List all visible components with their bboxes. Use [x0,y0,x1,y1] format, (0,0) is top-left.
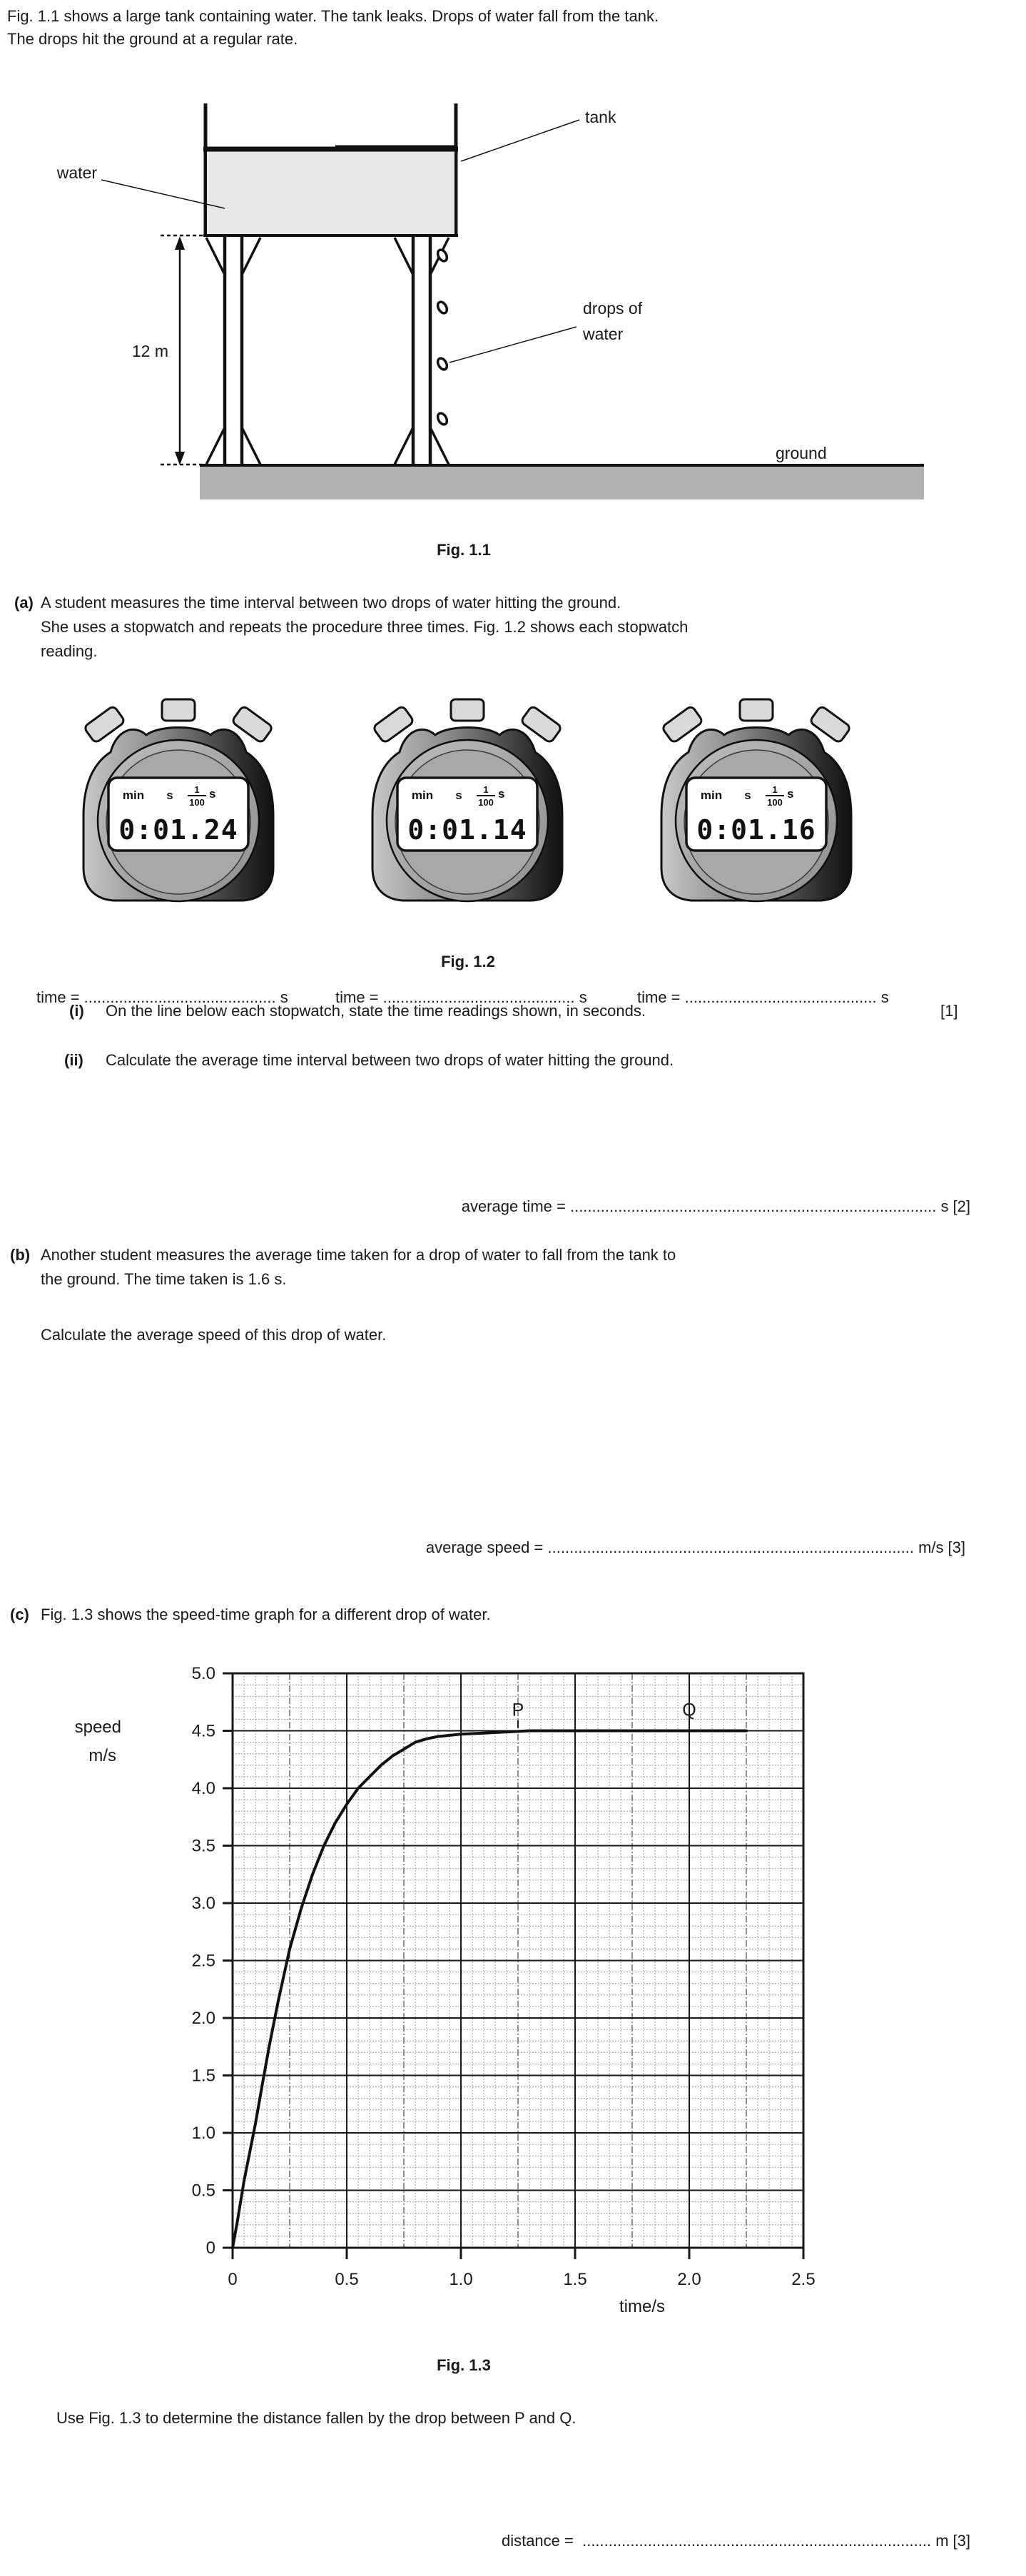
display-header-frac-s: s [498,787,505,801]
y-tick-label: 0 [205,2238,215,2258]
point-label-p: P [512,1700,524,1720]
display-header-frac-den: 100 [767,797,783,808]
part-b-line-3: Calculate the average speed of this drop of water. [41,1326,387,1344]
y-tick-label: 2.5 [191,1951,215,1971]
distance-answer-line [454,2532,970,2550]
part-a-line-2: She uses a stopwatch and repeats the procedure three times. Fig. 1.2 shows each stopwatch [41,618,689,636]
water-label: water [56,163,97,182]
fig-1-3-graph [14,1655,863,2333]
part-b-line-2: the ground. The time taken is 1.6 s. [41,1270,287,1288]
dim-arrow-head-bottom [175,452,185,465]
brace [430,427,449,465]
x-tick-label: 0 [228,2270,238,2289]
closing-use-text: Use Fig. 1.3 to determine the distance fallen by the drop between P and Q. [56,2409,577,2427]
brace [242,238,260,275]
time-unit: s [579,988,587,1006]
y-tick-label: 4.0 [191,1779,215,1798]
brace [395,238,413,275]
average-time-marks: [2] [953,1197,970,1215]
drops-label-line1: drops of [583,299,643,318]
part-a-i-marker: (i) [69,1002,84,1020]
tank-leader-line [461,120,579,161]
average-speed-label: average speed = [425,1538,544,1556]
display-header-min: min [700,788,723,802]
stopwatch-reading: 0:01.24 [118,814,238,846]
brace [206,238,225,275]
average-time-unit: s [940,1197,949,1215]
x-tick-label: 0.5 [335,2270,359,2289]
part-a-ii-text: Calculate the average time interval between two drops of water hitting the ground. [106,1051,674,1069]
part-a-ii-marker: (ii) [64,1051,83,1069]
part-a-marker: (a) [14,594,34,612]
y-tick-label: 5.0 [191,1664,215,1683]
intro-line-2: The drops hit the ground at a regular rate. [7,30,298,48]
y-tick-label: 0.5 [191,2181,215,2201]
time-answer-line-3 [637,988,889,1007]
display-header-s: s [744,788,751,802]
ground-label: ground [776,444,827,462]
part-a-i-text: On the line below each stopwatch, state the time readings shown, in seconds. [106,1002,646,1020]
y-tick-label: 2.0 [191,2009,215,2028]
y-axis-label-unit: m/s [88,1746,116,1765]
x-tick-label: 2.5 [791,2270,816,2289]
brace [206,427,225,465]
display-header-min: min [411,788,434,802]
answer-dots: ............................................ [83,988,276,1006]
stopwatch-reading: 0:01.16 [696,814,816,846]
part-a-line-3: reading. [41,642,98,660]
average-speed-marks: [3] [948,1538,965,1556]
dimension-label: 12 m [131,342,168,360]
display-header-s: s [166,788,173,802]
distance-label: distance = [501,2532,574,2550]
answer-dots: .................................................................................... [547,1538,914,1556]
answer-dots: ............................................ [382,988,575,1006]
fig-1-3-caption: Fig. 1.3 [437,2356,491,2374]
y-tick-label: 1.0 [191,2124,215,2143]
drops-leader-line [449,327,577,362]
distance-marks: [3] [953,2532,970,2550]
time-unit: s [880,988,889,1006]
display-header-frac-num: 1 [194,784,200,795]
fig-1-2-caption: Fig. 1.2 [441,953,495,970]
time-unit: s [280,988,288,1006]
fig-1-1-diagram [29,100,963,507]
stopwatch-reading: 0:01.14 [407,814,527,846]
point-label-q: Q [682,1700,696,1720]
stopwatch-crown-button [162,699,195,721]
answer-dots: ............................................ [684,988,877,1006]
x-axis-label: time/s [619,2297,666,2316]
average-time-label: average time = [461,1197,566,1215]
time-label: time = [335,988,379,1006]
dim-arrow-head-top [175,236,185,250]
display-header-frac-den: 100 [189,797,205,808]
part-c-text: Fig. 1.3 shows the speed-time graph for a different drop of water. [41,1606,491,1623]
part-a-line-1: A student measures the time interval between two drops of water hitting the ground. [41,594,621,612]
display-header-min: min [122,788,145,802]
speed-time-curve [233,1731,746,2248]
display-header-frac-den: 100 [478,797,494,808]
average-speed-answer-line [395,1538,965,1557]
answer-dots: .................................................................................... [569,1197,937,1215]
part-b-line-1: Another student measures the average time taken for a drop of water to fall from the tank to [41,1246,676,1264]
drops-label-line2: water [583,325,624,343]
display-header-frac-num: 1 [772,784,778,795]
display-header-frac-s: s [787,787,794,801]
brace [395,427,413,465]
average-speed-unit: m/s [918,1538,944,1556]
part-b-marker: (b) [10,1246,31,1264]
tank-label: tank [585,108,616,126]
water-fill [207,149,454,235]
ground-fill [200,467,924,500]
brace [242,427,260,465]
stopwatch-1 [68,698,289,905]
stopwatch-crown-button [740,699,773,721]
y-tick-label: 3.0 [191,1894,215,1913]
stopwatch-crown-button [451,699,484,721]
x-tick-label: 1.0 [449,2270,473,2289]
fig-1-1-caption: Fig. 1.1 [437,541,491,559]
intro-line-1: Fig. 1.1 shows a large tank containing water. The tank leaks. Drops of water fall from the tank. [7,7,659,25]
display-header-frac-num: 1 [483,784,489,795]
average-time-answer-line [400,1197,970,1216]
stopwatch-2 [357,698,578,905]
part-c-marker: (c) [10,1606,29,1623]
time-label: time = [36,988,80,1006]
x-tick-label: 2.0 [677,2270,701,2289]
time-label: time = [637,988,681,1006]
water-drop-icon [436,357,449,371]
part-a-i-marks: [1] [940,1002,958,1020]
distance-unit: m [935,2532,949,2550]
answer-dots: ................................................................................ [582,2532,932,2550]
display-header-s: s [455,788,462,802]
y-tick-label: 4.5 [191,1721,215,1741]
y-tick-label: 1.5 [191,2066,215,2086]
y-tick-label: 3.5 [191,1836,215,1856]
stopwatch-3 [646,698,867,905]
y-axis-label-speed: speed [74,1718,121,1737]
water-drop-icon [436,300,449,315]
water-drop-icon [436,412,449,426]
x-tick-label: 1.5 [563,2270,587,2289]
display-header-frac-s: s [209,787,216,801]
